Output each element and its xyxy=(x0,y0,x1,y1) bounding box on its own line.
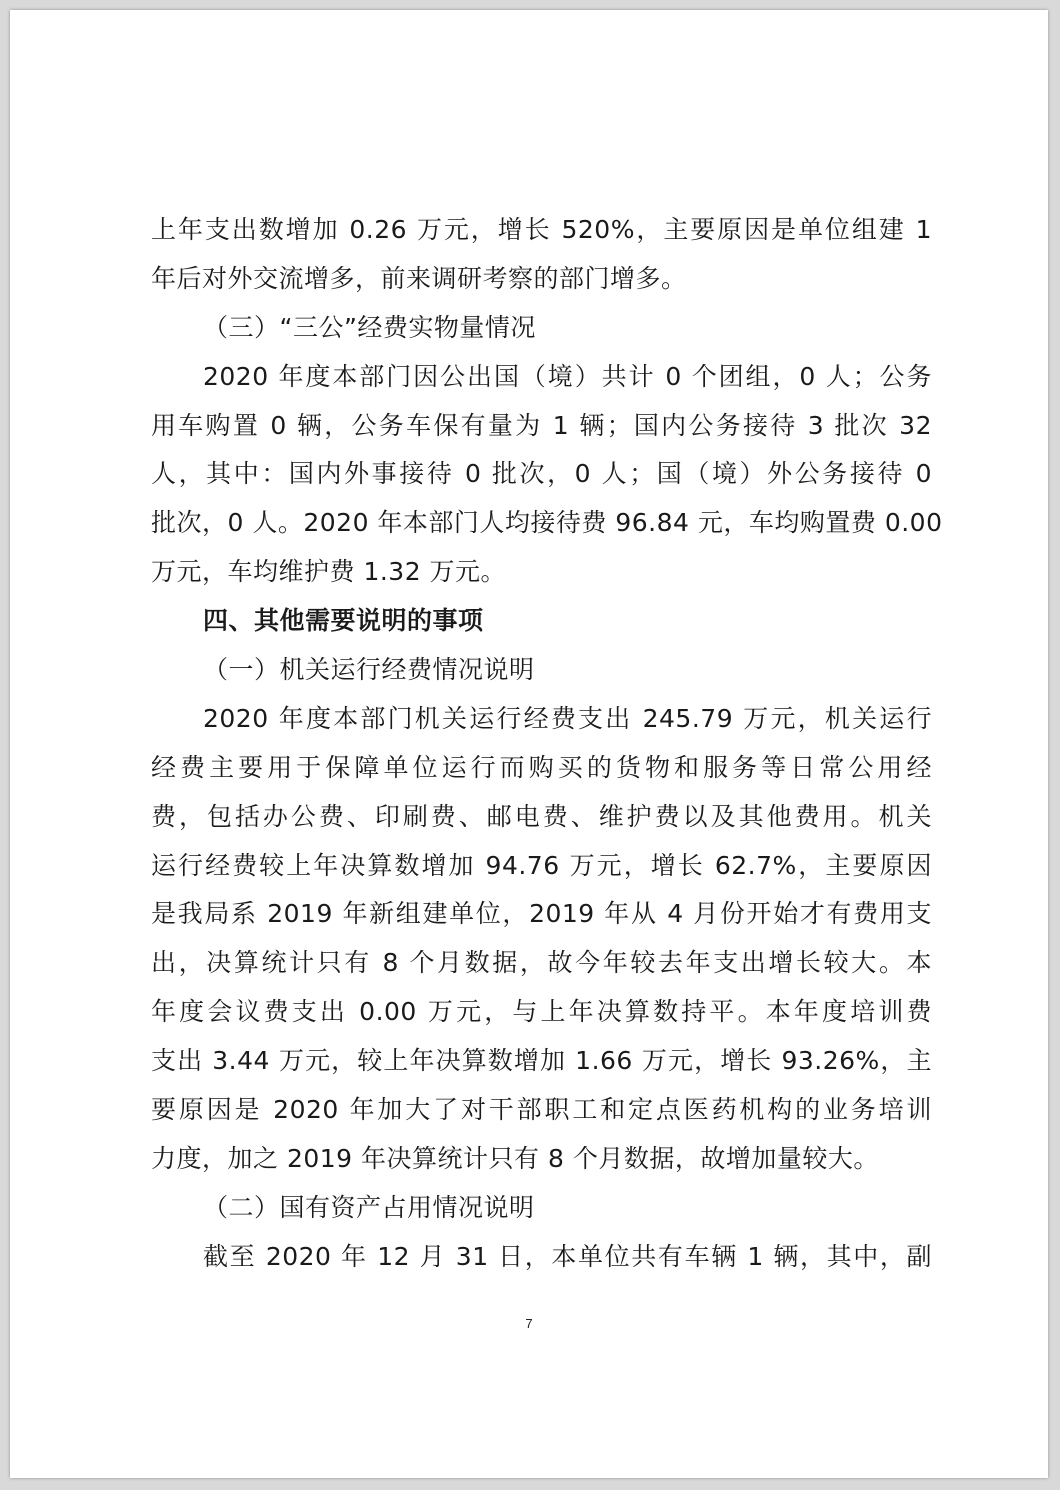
paragraph-line: 截至 2020 年 12 月 31 日，本单位共有车辆 1 辆，其中，副 xyxy=(203,1241,932,1271)
paragraph-line: 年度会议费支出 0.00 万元，与上年决算数持平。本年度培训费 xyxy=(151,997,932,1027)
subsection-heading: （二）国有资产占用情况说明 xyxy=(203,1192,535,1222)
paragraph-line: 人，其中：国内外事接待 0 批次，0 人；国（境）外公务接待 0 xyxy=(151,459,932,489)
paragraph-line: 批次，0 人。2020 年本部门人均接待费 96.84 元，车均购置费 0.00 xyxy=(151,508,943,538)
paragraph-line: 支出 3.44 万元，较上年决算数增加 1.66 万元，增长 93.26%，主 xyxy=(151,1046,932,1076)
body-text xyxy=(151,206,943,1282)
paragraph-line: 是我局系 2019 年新组建单位，2019 年从 4 月份开始才有费用支 xyxy=(151,899,932,929)
paragraph-line: 上年支出数增加 0.26 万元，增长 520%，主要原因是单位组建 1 xyxy=(151,215,932,244)
paragraph-line: 力度，加之 2019 年决算统计只有 8 个月数据，故增加量较大。 xyxy=(151,1143,879,1173)
paragraph-line: 费，包括办公费、印刷费、邮电费、维护费以及其他费用。机关 xyxy=(151,801,932,831)
document-page xyxy=(10,10,1048,1478)
paragraph-line: 要原因是 2020 年加大了对干部职工和定点医药机构的业务培训 xyxy=(151,1095,932,1125)
paragraph-line: 出，决算统计只有 8 个月数据，故今年较去年支出增长较大。本 xyxy=(151,948,932,978)
page-number: 7 xyxy=(525,1316,533,1331)
paragraph-line: 运行经费较上年决算数增加 94.76 万元，增长 62.7%，主要原因 xyxy=(151,850,932,880)
paragraph-line: 年后对外交流增多，前来调研考察的部门增多。 xyxy=(151,263,687,293)
subsection-heading: （一）机关运行经费情况说明 xyxy=(203,655,535,685)
paragraph-line: 用车购置 0 辆，公务车保有量为 1 辆；国内公务接待 3 批次 32 xyxy=(151,410,932,440)
paragraph-line: 经费主要用于保障单位运行而购买的货物和服务等日常公用经 xyxy=(151,752,932,782)
paragraph-line: 2020 年度本部门机关运行经费支出 245.79 万元，机关运行 xyxy=(203,703,932,733)
paragraph-line: 万元，车均维护费 1.32 万元。 xyxy=(151,557,507,587)
subsection-heading: （三）“三公”经费实物量情况 xyxy=(203,312,536,342)
paragraph-line: 2020 年度本部门因公出国（境）共计 0 个团组，0 人；公务 xyxy=(203,361,932,391)
section-heading: 四、其他需要说明的事项 xyxy=(203,606,484,636)
